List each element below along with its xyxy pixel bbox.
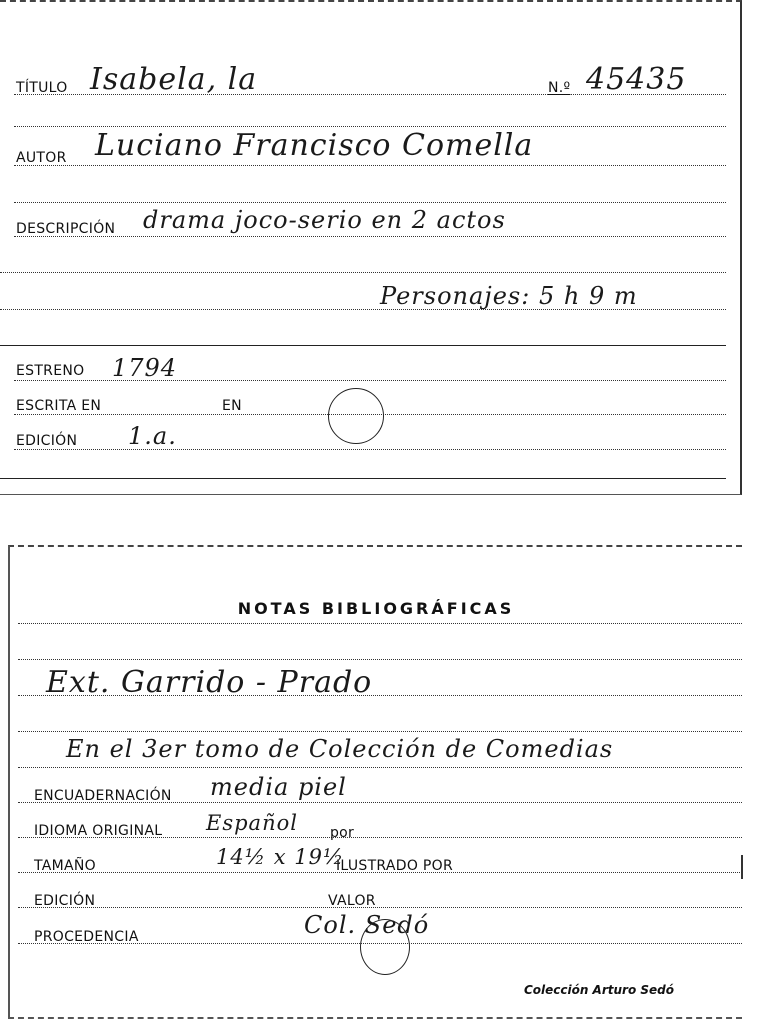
descripcion-value: drama joco-serio en 2 actos	[143, 206, 506, 234]
note-line-1: Ext. Garrido - Prado	[46, 665, 373, 700]
encuadernacion-label: ENCUADERNACIÓN	[34, 788, 172, 804]
catalog-card-bottom	[8, 545, 742, 1019]
rule-line	[18, 907, 742, 908]
collection-footer: Colección Arturo Sedó	[523, 983, 674, 997]
edicion-label: EDICIÓN	[34, 893, 96, 909]
tamano-label: TAMAÑO	[34, 858, 96, 874]
autor-label: AUTOR	[16, 150, 67, 166]
catalog-card-top	[0, 0, 742, 495]
estreno-value: 1794	[112, 354, 178, 382]
autor-value: Luciano Francisco Comella	[95, 128, 534, 163]
titulo-value: Isabela, la	[90, 62, 258, 97]
rule-line	[18, 767, 742, 768]
stamp-circle	[360, 919, 410, 975]
edicion-label: EDICIÓN	[16, 433, 78, 449]
rule-line	[0, 478, 726, 479]
rule-line	[14, 236, 726, 237]
titulo-label: TÍTULO	[16, 80, 68, 96]
estreno-label: ESTRENO	[16, 363, 85, 379]
ilustrado-label: ILUSTRADO POR	[336, 858, 453, 874]
rule-line	[18, 623, 742, 624]
rule-line	[14, 126, 726, 127]
escrita-en-label: ESCRITA EN	[16, 398, 102, 414]
rule-line	[0, 272, 726, 273]
rule-line	[14, 202, 726, 203]
en-label: EN	[222, 398, 242, 414]
rule-line	[14, 165, 726, 166]
rule-line	[0, 345, 726, 346]
idioma-label: IDIOMA ORIGINAL	[34, 823, 163, 839]
rule-line	[18, 659, 742, 660]
por-label: por	[330, 825, 355, 841]
descripcion-label: DESCRIPCIÓN	[16, 221, 116, 237]
notas-title: NOTAS BIBLIOGRÁFICAS	[237, 599, 515, 618]
encuadernacion-value: media piel	[210, 773, 347, 801]
idioma-value: Español	[206, 811, 298, 835]
rule-line	[14, 449, 726, 450]
numero-label: N.º	[548, 80, 571, 96]
margin-mark	[741, 855, 743, 879]
procedencia-label: PROCEDENCIA	[34, 929, 139, 945]
personajes-value: Personajes: 5 h 9 m	[380, 282, 638, 310]
valor-label: VALOR	[328, 893, 376, 909]
numero-value: 45435	[586, 62, 687, 97]
note-line-2: En el 3er tomo de Colección de Comedias	[66, 735, 614, 763]
edicion-value: 1.a.	[128, 422, 177, 450]
rule-line	[18, 731, 742, 732]
tamano-value: 14½ x 19½	[216, 845, 345, 869]
procedencia-value: Col. Sedó	[304, 911, 430, 939]
stamp-circle	[328, 388, 384, 444]
